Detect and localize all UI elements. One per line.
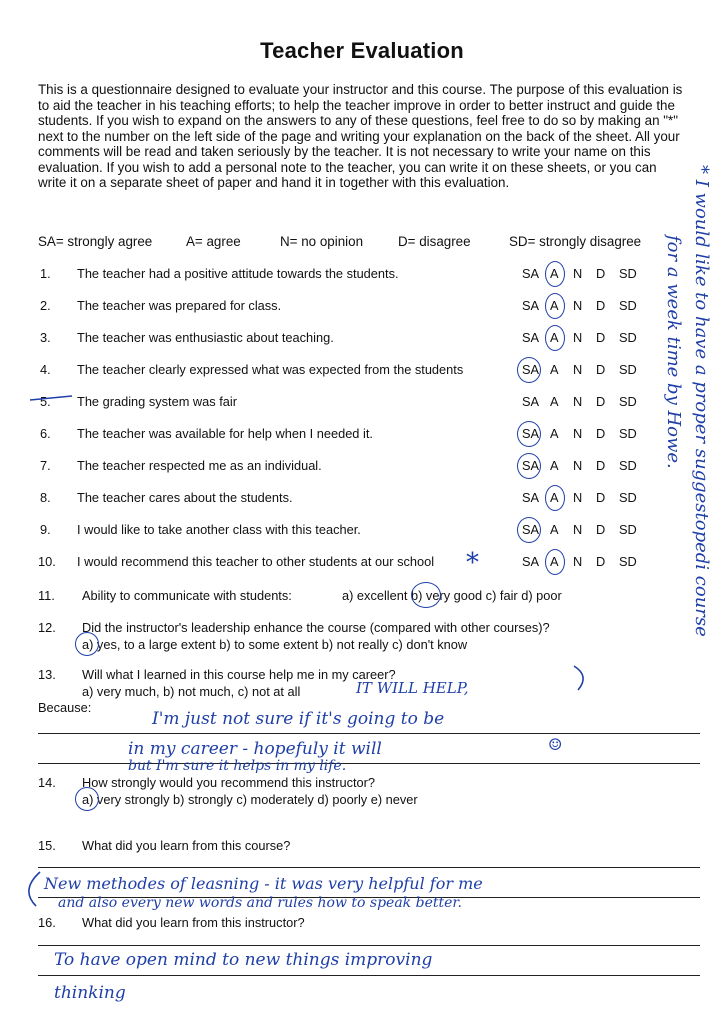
question-row xyxy=(0,266,724,284)
scale-option-n[interactable]: N xyxy=(573,330,583,345)
answer-circle xyxy=(411,582,441,608)
answer-circle xyxy=(517,517,541,543)
question-number: 6. xyxy=(40,426,51,441)
scale-option-d[interactable]: D xyxy=(596,522,606,537)
asterisk-mark: * xyxy=(466,548,479,578)
question-row xyxy=(0,330,724,348)
question-number: 8. xyxy=(40,490,51,505)
scale-option-sa[interactable]: SA xyxy=(522,458,540,473)
scale-option-sd[interactable]: SD xyxy=(619,522,637,537)
scale-option-sd[interactable]: SD xyxy=(619,554,637,569)
scale-option-sa[interactable]: SA xyxy=(522,522,540,537)
question-number: 5. xyxy=(40,394,51,409)
intro-line: next to the number on the left side of the page and writing your explanation on the back of the sheet. All your xyxy=(38,128,680,144)
question-row xyxy=(0,394,724,412)
question-text: The teacher was enthusiastic about teaching. xyxy=(77,330,334,345)
scale-option-sa[interactable]: SA xyxy=(522,426,540,441)
question-number: 10. xyxy=(38,554,56,569)
question-number: 3. xyxy=(40,330,51,345)
scale-option-d[interactable]: D xyxy=(596,298,606,313)
handwritten-answer: and also every new words and rules how to speak better. xyxy=(58,895,462,911)
scale-option-sa[interactable]: SA xyxy=(522,298,540,313)
handwritten-answer: in my career - hopefuly it will xyxy=(128,739,382,759)
question-number: 1. xyxy=(40,266,51,281)
scale-option-n[interactable]: N xyxy=(573,266,583,281)
question-text: The teacher was prepared for class. xyxy=(77,298,282,313)
handwritten-answer: but I'm sure it helps in my life. xyxy=(128,758,347,774)
scale-option-a[interactable]: A xyxy=(550,394,559,409)
intro-line: to aid the teacher in his teaching efforts; to help the teacher improve in order to better instruct and guide the xyxy=(38,97,675,113)
answer-circle xyxy=(517,357,541,383)
intro-line: students. If you wish to expand on the answers to any of these questions, feel free to do so by making an "*" xyxy=(38,113,678,128)
scale-option-a[interactable]: A xyxy=(550,522,559,537)
scale-option-sd[interactable]: SD xyxy=(619,394,637,409)
scale-option-a[interactable]: A xyxy=(550,490,559,505)
legend-a: A= agree xyxy=(186,234,241,249)
intro-line: evaluation. If you wish to add a personal note to the teacher, you can write it on these sheets, or you can xyxy=(38,159,657,175)
question-number: 12. xyxy=(38,620,56,635)
margin-note xyxy=(640,165,724,815)
intro-line: write it on a separate sheet of paper and hand it in together with this evaluation. xyxy=(38,175,510,190)
scale-option-n[interactable]: N xyxy=(573,394,583,409)
question-text: Did the instructor's leadership enhance the course (compared with other courses)? xyxy=(82,620,550,635)
answer-line xyxy=(38,867,700,868)
legend-n: N= no opinion xyxy=(280,234,364,249)
answer-line xyxy=(38,733,700,734)
question-text: The grading system was fair xyxy=(77,394,238,409)
question-row xyxy=(0,458,724,476)
scale-option-a[interactable]: A xyxy=(550,426,559,441)
scale-option-sa[interactable]: SA xyxy=(522,490,540,505)
scale-option-sa[interactable]: SA xyxy=(522,394,540,409)
scale-option-sa[interactable]: SA xyxy=(522,362,540,377)
answer-circle xyxy=(75,632,99,656)
scale-option-d[interactable]: D xyxy=(596,330,606,345)
question-number: 16. xyxy=(38,915,56,930)
question-number: 13. xyxy=(38,667,56,682)
answer-circle xyxy=(545,549,565,575)
question-text: The teacher had a positive attitude towards the students. xyxy=(77,266,399,281)
scale-option-a[interactable]: A xyxy=(550,298,559,313)
answer-options[interactable]: a) very much, b) not much, c) not at all xyxy=(82,684,301,699)
scale-option-n[interactable]: N xyxy=(573,362,583,377)
scale-option-a[interactable]: A xyxy=(550,266,559,281)
scale-option-sa[interactable]: SA xyxy=(522,330,540,345)
handwritten-answer: To have open mind to new things improving xyxy=(54,950,433,970)
scale-option-n[interactable]: N xyxy=(573,426,583,441)
scale-option-n[interactable]: N xyxy=(573,554,583,569)
handwritten-answer: thinking xyxy=(54,983,126,1003)
answer-options[interactable]: a) excellent b) very good c) fair d) poor xyxy=(342,588,562,603)
scale-option-sd[interactable]: SD xyxy=(619,426,637,441)
scale-option-n[interactable]: N xyxy=(573,458,583,473)
scale-option-n[interactable]: N xyxy=(573,522,583,537)
scale-option-d[interactable]: D xyxy=(596,554,606,569)
answer-options[interactable]: a) yes, to a large extent b) to some extent b) not really c) don't know xyxy=(82,637,468,652)
intro-line: comments will be read and taken seriously by the teacher. It is not necessary to write your name on this xyxy=(38,144,651,159)
answer-circle xyxy=(517,453,541,479)
legend-d: D= disagree xyxy=(398,234,471,249)
scale-option-sa[interactable]: SA xyxy=(522,554,540,569)
because-label: Because: xyxy=(38,700,92,715)
answer-circle xyxy=(545,325,565,351)
question-row xyxy=(0,554,724,572)
answer-line xyxy=(38,945,700,946)
handwritten-answer: I'm just not sure if it's going to be xyxy=(152,709,445,729)
scale-option-sd[interactable]: SD xyxy=(619,362,637,377)
answer-options[interactable]: a) very strongly b) strongly c) moderately d) poorly e) never xyxy=(82,792,418,807)
question-number: 14. xyxy=(38,775,56,790)
question-text: What did you learn from this instructor? xyxy=(82,915,305,930)
intro-line: This is a questionnaire designed to evaluate your instructor and this course. The purpose of this evaluation is xyxy=(38,82,683,97)
scale-option-d[interactable]: D xyxy=(596,458,606,473)
q13-bracket xyxy=(574,666,583,690)
scale-option-d[interactable]: D xyxy=(596,426,606,441)
margin-note-line: * I would like to have a proper suggestopedi course xyxy=(691,165,712,637)
scale-option-sa[interactable]: SA xyxy=(522,266,540,281)
question-number: 4. xyxy=(40,362,51,377)
scale-option-sd[interactable]: SD xyxy=(619,266,637,281)
answer-circle xyxy=(545,293,565,319)
scale-option-sd[interactable]: SD xyxy=(619,490,637,505)
page-title: Teacher Evaluation xyxy=(260,38,464,63)
question-row xyxy=(0,362,724,380)
scale-option-a[interactable]: A xyxy=(550,362,559,377)
question-text: I would recommend this teacher to other students at our school xyxy=(77,554,435,569)
scale-option-n[interactable]: N xyxy=(573,490,583,505)
scale-option-sd[interactable]: SD xyxy=(619,458,637,473)
handwritten-answer: New methodes of leasning - it was very helpful for me xyxy=(44,874,483,893)
smiley-icon: ☺ xyxy=(548,735,563,754)
scale-option-a[interactable]: A xyxy=(550,330,559,345)
scale-option-n[interactable]: N xyxy=(573,298,583,313)
question-text: The teacher clearly expressed what was expected from the students xyxy=(77,362,464,377)
intro-paragraph xyxy=(38,82,700,191)
question-text: The teacher respected me as an individual. xyxy=(77,458,322,473)
q15-bracket xyxy=(29,872,40,906)
question-number: 2. xyxy=(40,298,51,313)
question-number: 15. xyxy=(38,838,56,853)
question-row xyxy=(0,426,724,444)
question-text: The teacher cares about the students. xyxy=(77,490,293,505)
scale-option-d[interactable]: D xyxy=(596,266,606,281)
answer-circle xyxy=(75,787,99,811)
scale-option-a[interactable]: A xyxy=(550,554,559,569)
answer-circle xyxy=(545,485,565,511)
scale-option-sd[interactable]: SD xyxy=(619,298,637,313)
scale-option-d[interactable]: D xyxy=(596,362,606,377)
legend-sd: SD= strongly disagree xyxy=(509,234,642,249)
question-text: Will what I learned in this course help me in my career? xyxy=(82,667,396,682)
question-row xyxy=(0,298,724,316)
question-row xyxy=(0,522,724,540)
question-text: What did you learn from this course? xyxy=(82,838,291,853)
legend-sa: SA= strongly agree xyxy=(38,234,153,249)
question-text: Ability to communicate with students: xyxy=(82,588,292,603)
question-text: How strongly would you recommend this instructor? xyxy=(82,775,376,790)
question-text: The teacher was available for help when I needed it. xyxy=(77,426,373,441)
question-number: 11. xyxy=(38,588,55,603)
answer-line xyxy=(38,975,700,976)
scale-option-d[interactable]: D xyxy=(596,490,606,505)
question-number: 7. xyxy=(40,458,51,473)
question-number: 9. xyxy=(40,522,51,537)
scale-option-sd[interactable]: SD xyxy=(619,330,637,345)
scale-option-d[interactable]: D xyxy=(596,394,606,409)
answer-circle xyxy=(517,421,541,447)
handwritten-note: IT WILL HELP, xyxy=(356,679,469,697)
margin-note-line: for a week time by Howe. xyxy=(663,235,684,469)
question-row xyxy=(0,490,724,508)
answer-circle xyxy=(545,261,565,287)
scale-option-a[interactable]: A xyxy=(550,458,559,473)
question-text: I would like to take another class with this teacher. xyxy=(77,522,361,537)
